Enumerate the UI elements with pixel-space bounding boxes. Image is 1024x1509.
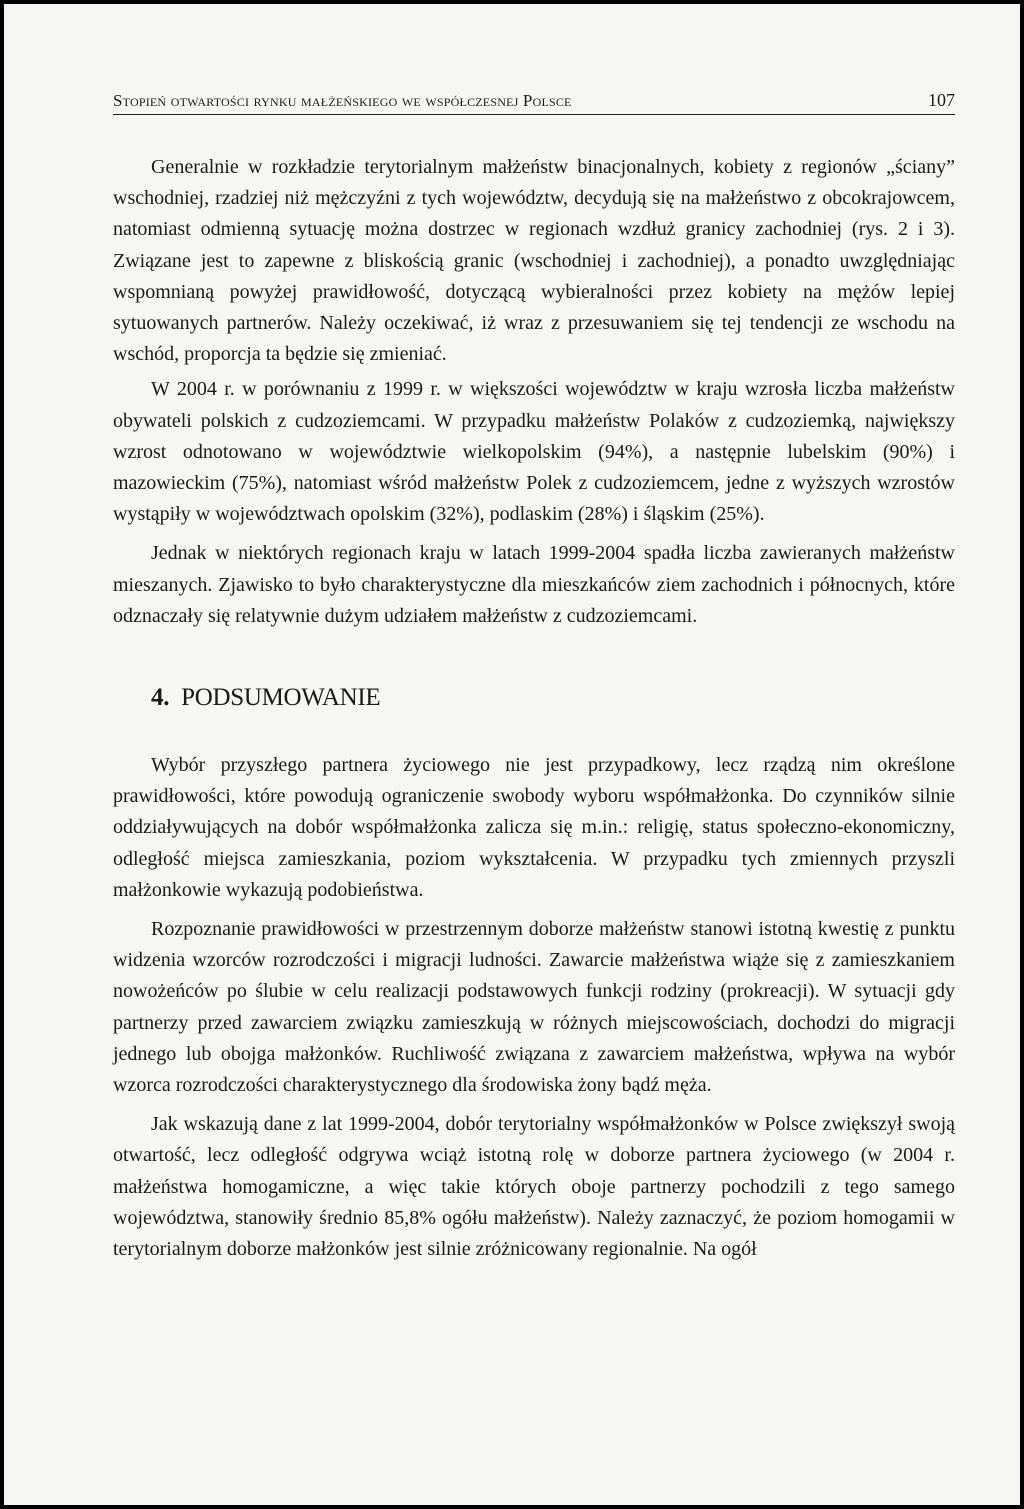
paragraph: Wybór przyszłego partnera życiowego nie jest przypadkowy, lecz rządzą nim określone prawidłowości, które powodują ograniczenie swobody wyboru współmałżonka. Do czynników silnie oddziaływujących na dobór współmałżonka zalicza się m.in.: religię, status społeczno-ekonomiczny, odległość miejsca zamieszkania, poziom wykształcenia. W przypadku tych zmiennych przyszli małżonkowie wykazują podobieństwa. (113, 754, 955, 901)
running-header (113, 86, 955, 115)
section-title: PODSUMOWANIE (181, 684, 381, 712)
section-heading (113, 684, 955, 712)
paragraph: Generalnie w rozkładzie terytorialnym małżeństw binacjonalnych, kobiety z regionów „ściany” wschodniej, rzadziej niż mężczyźni z tych województw, decydują się na małżeństwo z obcokrajowcem, natomiast odmienną sytuację można dostrzec w regionach wzdłuż granicy zachodniej (rys. 2 i 3). Związane jest to zapewne z bliskością granic (wschodniej i zachodniej), a ponadto uwzględniając wspomnianą powyżej prawidłowość, dotyczącą wybieralności przez kobiety na mężów lepiej sytuowanych partnerów. Należy oczekiwać, iż wraz z przesuwaniem się tej tendencji ze wschodu na wschód, proporcja ta będzie się zmieniać. (113, 156, 955, 366)
page-number: 107 (928, 90, 955, 110)
body-text (113, 152, 955, 1265)
paragraph: Jak wskazują dane z lat 1999-2004, dobór terytorialny współmałżonków w Polsce zwiększył swoją otwartość, lecz odległość odgrywa wciąż istotną rolę w doborze partnera życiowego (w 2004 r. małżeństwa homogamiczne, a więc takie których oboje partnerzy pochodzili z tego samego województwa, stanowiły średnio 85,8% ogółu małżeństw). Należy zaznaczyć, że poziom homogamii w terytorialnym doborze małżonków jest silnie zróżnicowany regionalnie. Na ogół (113, 1113, 955, 1261)
document-page (4, 4, 1020, 1505)
running-title: Stopień otwartości rynku małżeńskiego we współczesnej Polsce (113, 91, 572, 110)
paragraph: W 2004 r. w porównaniu z 1999 r. w większości województw w kraju wzrosła liczba małżeństw obywateli polskich z cudzoziemcami. W przypadku małżeństw Polaków z cudzoziemką, największy wzrost odnotowano w województwie wielkopolskim (94%), a następnie lubelskim (90%) i mazowieckim (75%), natomiast wśród małżeństw Polek z cudzoziemcem, jedne z wyższych wzrostów wystąpiły w województwach opolskim (32%), podlaskim (28%) i śląskim (25%). (113, 378, 955, 526)
paragraph: Jednak w niektórych regionach kraju w latach 1999-2004 spadła liczba zawieranych małżeństw mieszanych. Zjawisko to było charakterystyczne dla mieszkańców ziem zachodnich i północnych, które odznaczały się relatywnie dużym udziałem małżeństw z cudzoziemcami. (113, 542, 955, 627)
section-number: 4. (151, 684, 170, 712)
paragraph: Rozpoznanie prawidłowości w przestrzennym doborze małżeństw stanowi istotną kwestię z punktu widzenia wzorców rozrodczości i migracji ludności. Zawarcie małżeństwa wiąże się z zamieszkaniem nowożeńców po ślubie w celu realizacji podstawowych funkcji rodziny (prokreacji). W sytuacji gdy partnerzy przed zawarciem związku zamieszkują w różnych miejscowościach, dochodzi do migracji jednego lub obojga małżonków. Ruchliwość związana z zawarciem małżeństwa, wpływa na wybór wzorca rozrodczości charakterystycznego dla środowiska żony bądź męża. (113, 918, 955, 1097)
